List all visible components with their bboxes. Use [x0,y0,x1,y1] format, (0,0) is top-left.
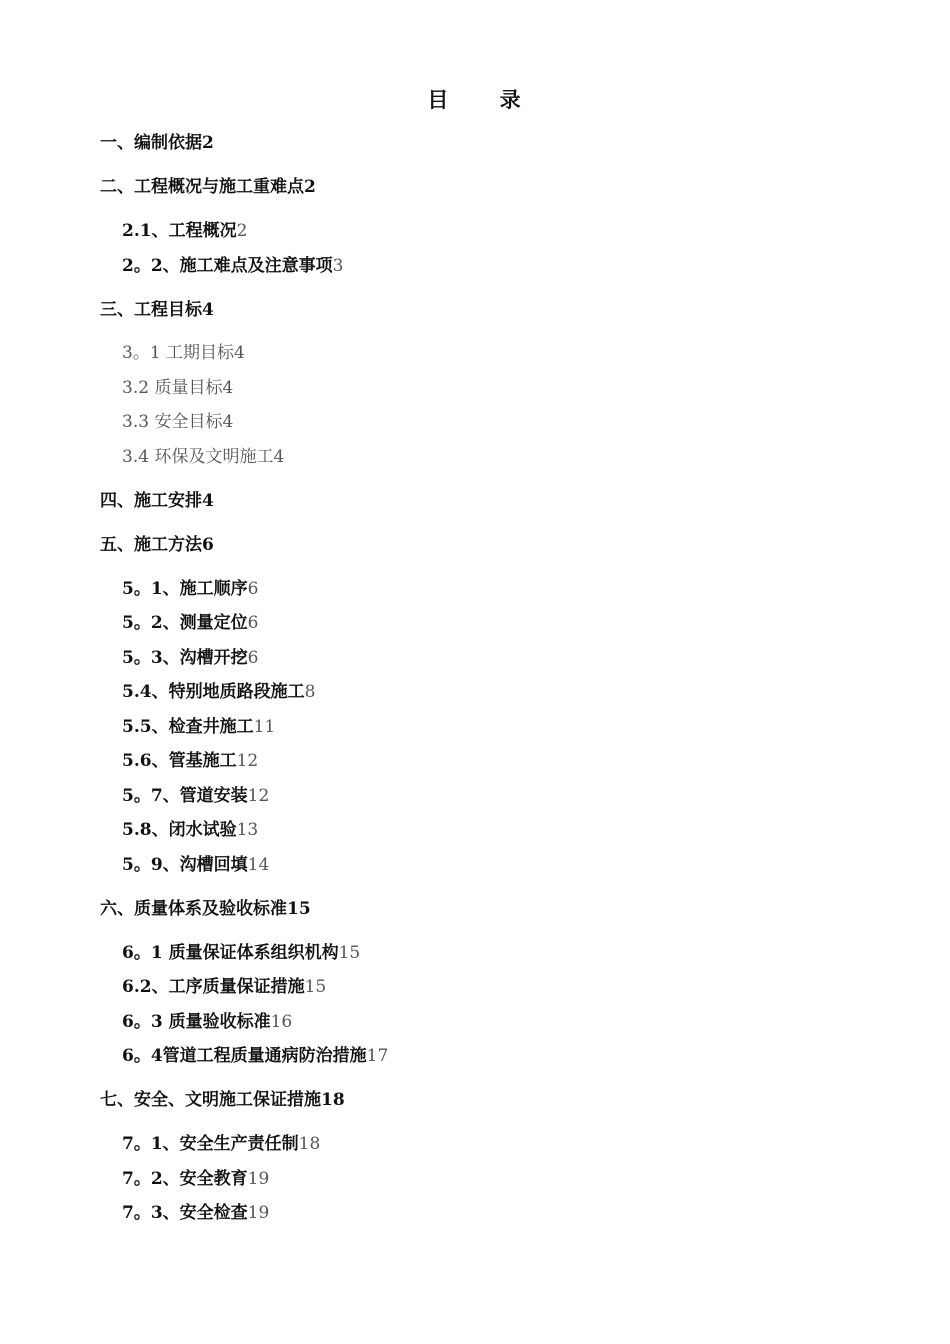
toc-entry-text: 5.4、特别地质路段施工 [122,682,305,702]
toc-entry-text: 5.6、管基施工 [122,751,237,771]
toc-entry[interactable] [100,176,316,198]
toc-entry-text: 5。2、测量定位 [122,613,248,633]
toc-entry[interactable] [122,1202,269,1224]
toc-entry-page: 18 [298,1134,321,1154]
toc-entry-text: 6。3 质量验收标准 [122,1012,271,1032]
toc-entry[interactable] [122,220,247,242]
toc-entry-page: 2 [202,133,214,153]
toc-entry-text: 5。3、沟槽开挖 [122,648,248,668]
toc-entry[interactable] [122,750,258,772]
toc-entry[interactable] [100,490,214,512]
toc-entry-page: 4 [222,378,234,398]
toc-entry-text: 5。1、施工顺序 [122,579,248,599]
toc-entry-page: 11 [253,717,276,737]
toc-entry-text: 7。3、安全检查 [122,1203,248,1223]
toc-entry[interactable] [122,578,259,600]
toc-entry-text: 二、工程概况与施工重难点 [100,177,304,197]
toc-entry-page: 6 [247,579,259,599]
toc-entry-text: 三、工程目标 [100,300,202,320]
toc-entry-page: 4 [202,491,214,511]
page-title: 目 录 [427,87,543,112]
toc-entry[interactable] [122,377,233,399]
toc-entry[interactable] [122,1011,292,1033]
toc-entry[interactable] [122,976,326,998]
toc-entry[interactable] [122,785,269,807]
toc-entry-page: 6 [202,535,214,555]
toc-entry-text: 5。7、管道安装 [122,786,248,806]
toc-entry[interactable] [122,612,259,634]
toc-entry[interactable] [122,255,344,277]
toc-entry-page: 16 [270,1012,293,1032]
toc-entry-text: 3.2 质量目标 [122,378,223,398]
toc-entry-page: 3 [332,256,344,276]
toc-entry-page: 14 [247,855,270,875]
toc-entry-page: 4 [273,447,285,467]
toc-entry[interactable] [122,1045,388,1067]
toc-entry[interactable] [122,681,315,703]
toc-entry-page: 19 [247,1169,270,1189]
toc-entry-page: 4 [222,412,234,432]
toc-entry[interactable] [122,342,245,364]
toc-entry[interactable] [122,716,275,738]
toc-entry[interactable] [122,819,258,841]
toc-entry-text: 六、质量体系及验收标准 [100,899,287,919]
toc-entry-page: 17 [366,1046,389,1066]
toc-entry-text: 2。2、施工难点及注意事项 [122,256,333,276]
toc-entry-text: 3.4 环保及文明施工 [122,447,274,467]
toc-entry-text: 6。4管道工程质量通病防治措施 [122,1046,367,1066]
toc-entry-page: 6 [247,648,259,668]
toc-entry-page: 4 [234,343,245,363]
toc-entry-page: 15 [338,943,361,963]
toc-entry-page: 8 [304,682,316,702]
toc-entry-text: 3.3 安全目标 [122,412,223,432]
toc-entry[interactable] [122,942,360,964]
toc-entry[interactable] [100,132,214,154]
toc-entry-text: 5.5、检查井施工 [122,717,254,737]
toc-entry-page: 12 [247,786,270,806]
toc-entry-text: 7。2、安全教育 [122,1169,248,1189]
toc-entry[interactable] [122,446,284,468]
toc-entry[interactable] [122,854,269,876]
toc-entry-text: 6.2、工序质量保证措施 [122,977,305,997]
toc-entry[interactable] [100,898,311,920]
toc-entry-text: 3。1 工期目标 [122,343,235,363]
toc-entry-page: 13 [236,820,259,840]
toc-entry-text: 一、编制依据 [100,133,202,153]
toc-entry[interactable] [122,1133,320,1155]
toc-entry-page: 15 [287,899,311,919]
toc-entry-text: 五、施工方法 [100,535,202,555]
toc-entry[interactable] [100,1089,345,1111]
toc-entry[interactable] [122,647,259,669]
toc-entry-page: 19 [247,1203,270,1223]
toc-entry-page: 4 [202,300,214,320]
toc-entry-text: 5。9、沟槽回填 [122,855,248,875]
toc-entry[interactable] [100,534,214,556]
toc-entry-page: 2 [304,177,316,197]
toc-entry-text: 四、施工安排 [100,491,202,511]
toc-entry[interactable] [122,411,233,433]
toc-entry-text: 6。1 质量保证体系组织机构 [122,943,339,963]
toc-entry-page: 12 [236,751,259,771]
toc-entry-text: 2.1、工程概况 [122,221,237,241]
toc-entry-text: 5.8、闭水试验 [122,820,237,840]
toc-entry-text: 7。1、安全生产责任制 [122,1134,299,1154]
toc-entry-page: 2 [236,221,248,241]
toc-entry-page: 6 [247,613,259,633]
toc-entry[interactable] [100,299,214,321]
toc-entry-page: 15 [304,977,327,997]
toc-entry-page: 18 [321,1090,345,1110]
toc-entry-text: 七、安全、文明施工保证措施 [100,1090,321,1110]
toc-entry[interactable] [122,1168,269,1190]
